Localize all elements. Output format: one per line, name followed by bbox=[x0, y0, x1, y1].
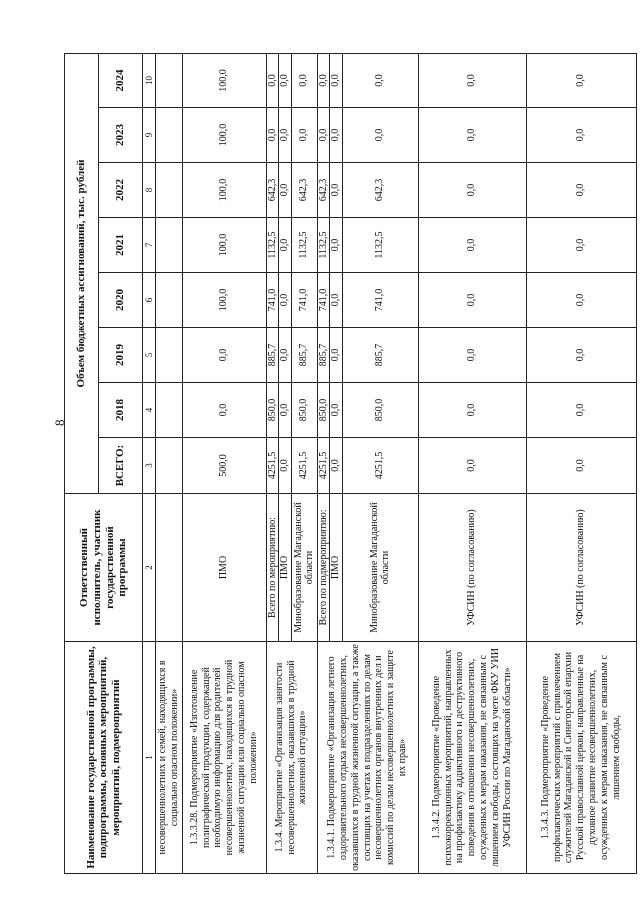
cell-value: 100,0 bbox=[182, 53, 266, 107]
table-row bbox=[317, 53, 330, 873]
header-total: ВСЕГО: bbox=[99, 438, 143, 494]
cell-value: 0,0 bbox=[330, 163, 343, 218]
cell-value: 4251,5 bbox=[342, 438, 418, 494]
cell-value: 0,0 bbox=[418, 273, 526, 328]
cell-value: 0,0 bbox=[317, 53, 330, 107]
header-year: 2024 bbox=[99, 53, 143, 107]
cell-value: 0,0 bbox=[330, 383, 343, 438]
cell-value: 0,0 bbox=[418, 163, 526, 218]
cell-value: 850,0 bbox=[291, 383, 317, 438]
row-executor: ПМО bbox=[182, 494, 266, 642]
row-executor bbox=[156, 494, 183, 642]
row-executor: Всего по подмероприятию: bbox=[317, 494, 330, 642]
cell-value: 0,0 bbox=[279, 383, 292, 438]
cell-value: 741,0 bbox=[291, 273, 317, 328]
cell-value: 0,0 bbox=[526, 108, 636, 163]
rotated-table-wrapper bbox=[64, 54, 624, 874]
cell-value: 0,0 bbox=[526, 383, 636, 438]
cell-value bbox=[156, 328, 183, 383]
header-col-name: Наименование государственной программы, подпрограммы, основных мероприятий, мероприятий, подмероприятий bbox=[65, 642, 143, 874]
cell-value: 0,0 bbox=[418, 328, 526, 383]
cell-value: 0,0 bbox=[418, 438, 526, 494]
header-col-executor: Ответственный исполнитель, участник государственной программы bbox=[65, 494, 143, 642]
cell-value: 4251,5 bbox=[317, 438, 330, 494]
cell-value: 0,0 bbox=[342, 53, 418, 107]
cell-value: 885,7 bbox=[317, 328, 330, 383]
cell-value: 642,3 bbox=[342, 163, 418, 218]
cell-value: 0,0 bbox=[291, 108, 317, 163]
cell-value: 0,0 bbox=[330, 218, 343, 273]
cell-value: 885,7 bbox=[342, 328, 418, 383]
cell-value: 0,0 bbox=[330, 328, 343, 383]
row-executor: УФСИН (по согласованию) bbox=[418, 494, 526, 642]
cell-value: 0,0 bbox=[526, 273, 636, 328]
column-index: 9 bbox=[143, 108, 156, 163]
cell-value: 0,0 bbox=[279, 108, 292, 163]
header-year: 2018 bbox=[99, 383, 143, 438]
cell-value: 100,0 bbox=[182, 273, 266, 328]
cell-value: 0,0 bbox=[526, 53, 636, 107]
header-year: 2023 bbox=[99, 108, 143, 163]
cell-value: 100,0 bbox=[182, 108, 266, 163]
cell-value: 0,0 bbox=[330, 273, 343, 328]
table-row bbox=[182, 53, 266, 873]
cell-value: 0,0 bbox=[279, 328, 292, 383]
cell-value: 4251,5 bbox=[291, 438, 317, 494]
cell-value: 850,0 bbox=[266, 383, 279, 438]
cell-value: 500,0 bbox=[182, 438, 266, 494]
column-index: 5 bbox=[143, 328, 156, 383]
cell-value: 0,0 bbox=[418, 218, 526, 273]
cell-value bbox=[156, 108, 183, 163]
cell-value: 0,0 bbox=[279, 53, 292, 107]
column-index: 2 bbox=[143, 494, 156, 642]
header-year: 2020 bbox=[99, 273, 143, 328]
cell-value bbox=[156, 273, 183, 328]
header-budget: Объем бюджетных ассигнований, тыс. рублей bbox=[65, 53, 99, 493]
cell-value bbox=[156, 163, 183, 218]
column-index: 10 bbox=[143, 53, 156, 107]
cell-value: 100,0 bbox=[182, 163, 266, 218]
column-index: 1 bbox=[143, 642, 156, 874]
cell-value: 642,3 bbox=[266, 163, 279, 218]
cell-value: 885,7 bbox=[291, 328, 317, 383]
cell-value: 741,0 bbox=[317, 273, 330, 328]
cell-value: 1132,5 bbox=[266, 218, 279, 273]
cell-value: 0,0 bbox=[317, 108, 330, 163]
cell-value: 0,0 bbox=[330, 108, 343, 163]
cell-value: 0,0 bbox=[279, 273, 292, 328]
row-name: 1.3.4.2. Подмероприятие «Проведение психокоррекционных мероприятий, направленных на профилактику аддиктивного и деструктивного поведения в отношении несовершеннолетних, осужденных к мерам наказания, не связанным с лишением свободы, состоящих на учете ФКУ УИИ УФСИН России по Магаданской области» bbox=[418, 642, 526, 874]
row-executor: Минобразование Магаданской области bbox=[291, 494, 317, 642]
cell-value bbox=[156, 218, 183, 273]
row-executor: ПМО bbox=[330, 494, 343, 642]
cell-value: 642,3 bbox=[291, 163, 317, 218]
cell-value: 0,0 bbox=[526, 438, 636, 494]
cell-value: 0,0 bbox=[266, 53, 279, 107]
cell-value: 0,0 bbox=[279, 163, 292, 218]
row-executor: Минобразование Магаданской области bbox=[342, 494, 418, 642]
cell-value: 0,0 bbox=[330, 438, 343, 494]
cell-value: 741,0 bbox=[342, 273, 418, 328]
cell-value bbox=[156, 383, 183, 438]
header-year: 2022 bbox=[99, 163, 143, 218]
cell-value: 0,0 bbox=[342, 108, 418, 163]
cell-value: 850,0 bbox=[342, 383, 418, 438]
cell-value: 0,0 bbox=[418, 108, 526, 163]
row-name: 1.3.4.1. Подмероприятие «Организация летнего оздоровительного отдыха несовершеннолетних, оказавшихся в трудной жизненной ситуации, а также состоящих на учетах в подразделениях по делам несовершеннолетних органов внутренних дел и комиссий по делам несовершеннолетних и защите их прав» bbox=[317, 642, 418, 874]
row-name: 1.3.4.3. Подмероприятие «Проведение профилактических мероприятий с привлечением служителей Магаданской и Синегорской епархии Русской православной церкви, направленные на духовное развитие несовершеннолетних, осужденных к мерам наказания, не связанным с лишением свободы, bbox=[526, 642, 636, 874]
page-number: 8 bbox=[52, 419, 67, 426]
column-index: 8 bbox=[143, 163, 156, 218]
column-index: 4 bbox=[143, 383, 156, 438]
row-executor: Всего по мероприятию: bbox=[266, 494, 279, 642]
header-year: 2019 bbox=[99, 328, 143, 383]
cell-value: 4251,5 bbox=[266, 438, 279, 494]
cell-value: 0,0 bbox=[291, 53, 317, 107]
row-name: несовершеннолетних и семей, находящихся в социально опасном положении» bbox=[156, 642, 183, 874]
cell-value: 0,0 bbox=[279, 438, 292, 494]
cell-value: 0,0 bbox=[182, 383, 266, 438]
table-row bbox=[418, 53, 526, 873]
cell-value bbox=[156, 438, 183, 494]
cell-value: 642,3 bbox=[317, 163, 330, 218]
row-executor: УФСИН (по согласованию) bbox=[526, 494, 636, 642]
cell-value: 1132,5 bbox=[317, 218, 330, 273]
table-row bbox=[266, 53, 279, 873]
cell-value: 0,0 bbox=[330, 53, 343, 107]
cell-value: 850,0 bbox=[317, 383, 330, 438]
cell-value: 885,7 bbox=[266, 328, 279, 383]
cell-value: 0,0 bbox=[526, 218, 636, 273]
cell-value: 0,0 bbox=[279, 218, 292, 273]
table-row bbox=[526, 53, 636, 873]
table-row bbox=[156, 53, 183, 873]
cell-value: 0,0 bbox=[418, 383, 526, 438]
header-year: 2021 bbox=[99, 218, 143, 273]
cell-value: 1132,5 bbox=[342, 218, 418, 273]
cell-value: 0,0 bbox=[182, 328, 266, 383]
column-index: 6 bbox=[143, 273, 156, 328]
cell-value: 0,0 bbox=[526, 163, 636, 218]
cell-value: 0,0 bbox=[526, 328, 636, 383]
row-executor: ПМО bbox=[279, 494, 292, 642]
cell-value: 741,0 bbox=[266, 273, 279, 328]
row-name: 1.3.3.28. Подмероприятие «Изготовление полиграфической продукции, содержащей необходимую информацию для родителей несовершеннолетних, находящихся в трудной жизненной ситуации или социально опасном положении» bbox=[182, 642, 266, 874]
cell-value: 100,0 bbox=[182, 218, 266, 273]
row-name: 1.3.4. Мероприятие «Организация занятости несовершеннолетних, оказавшихся в трудной жизненной ситуации» bbox=[266, 642, 317, 874]
cell-value: 0,0 bbox=[418, 53, 526, 107]
cell-value: 1132,5 bbox=[291, 218, 317, 273]
column-index: 3 bbox=[143, 438, 156, 494]
cell-value: 0,0 bbox=[266, 108, 279, 163]
cell-value bbox=[156, 53, 183, 107]
budget-table bbox=[64, 53, 637, 874]
column-index: 7 bbox=[143, 218, 156, 273]
